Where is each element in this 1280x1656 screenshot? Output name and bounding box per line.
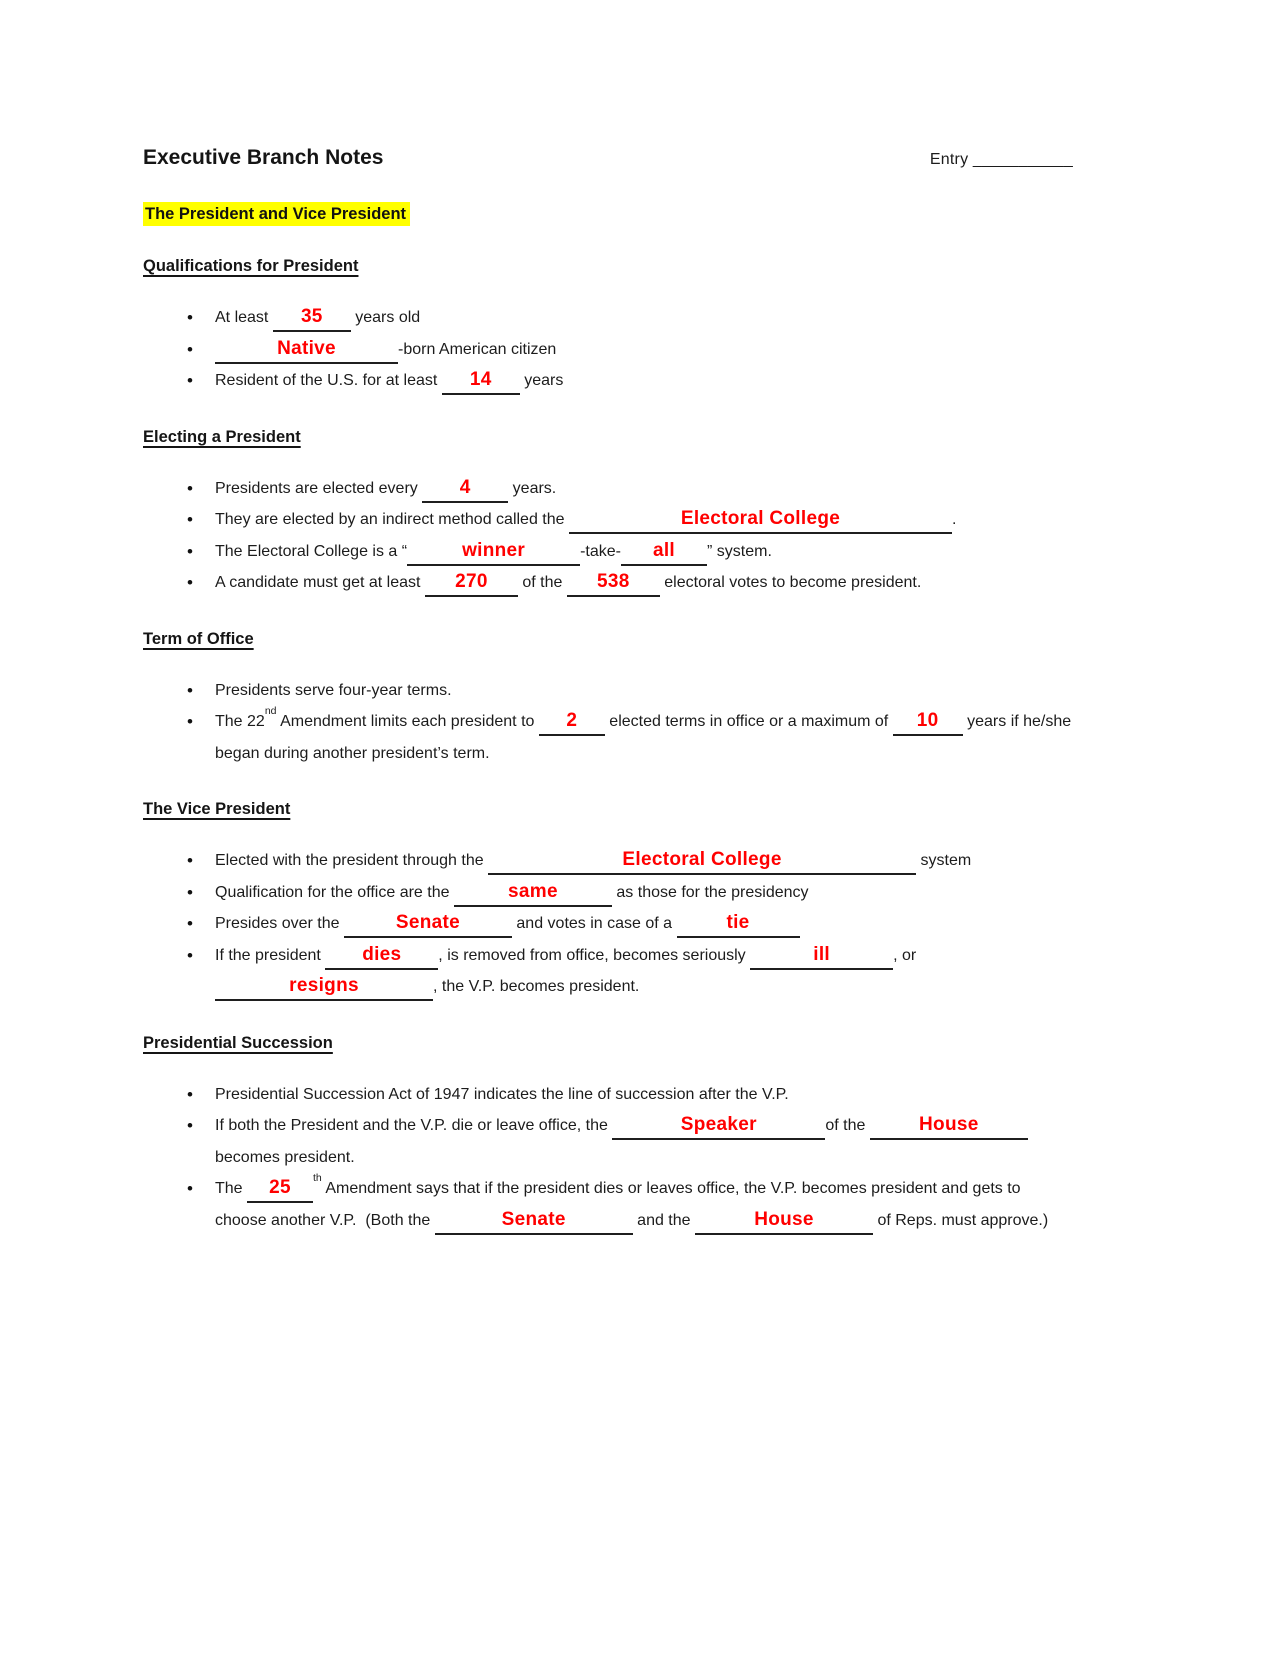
- bullet-item: • The 25 $^{th}$ Amendment says that if the president dies or leaves office, the V.P. becomes president and gets to choose another V.P. (Both the Senate and the House of Reps. must approve.): [143, 1173, 1073, 1236]
- bullet-item: • Qualification for the office are the same as those for the presidency: [143, 877, 1073, 909]
- answer-text: dies: [362, 943, 402, 965]
- answer-blank: [695, 1208, 873, 1235]
- bullet-item: • Presidential Succession Act of 1947 indicates the line of succession after the V.P.: [143, 1079, 1073, 1111]
- answer-text: Native: [277, 337, 336, 359]
- answer-text: 25: [269, 1177, 291, 1198]
- answer-blank: [407, 539, 580, 566]
- bullet-item: • Presides over the Senate and votes in case of a tie: [143, 908, 1073, 940]
- bullet-item: • At least 35 years old: [143, 302, 1073, 334]
- bullet-item: • They are elected by an indirect method called the Electoral College .: [143, 504, 1073, 536]
- answer-blank: [488, 848, 916, 875]
- answer-text: Electoral College: [622, 849, 782, 870]
- answer-blank: [612, 1113, 825, 1140]
- answer-blank: [215, 337, 398, 364]
- answer-blank: [567, 570, 660, 597]
- highlighted-subtitle: The President and Vice President: [143, 202, 410, 226]
- answer-blank: [750, 943, 893, 970]
- section-electing: [143, 426, 1073, 599]
- section-vice-president: [143, 798, 1073, 1003]
- answer-blank: [435, 1208, 633, 1235]
- answer-text: House: [919, 1114, 979, 1135]
- bullet-list: [143, 675, 1073, 770]
- document-content: [143, 145, 1073, 1236]
- bullet-item: • The Electoral College is a “ winner -take- all ” system.: [143, 536, 1073, 568]
- bullet-item: • Presidents serve four-year terms.: [143, 675, 1073, 707]
- answer-text: Senate: [395, 912, 460, 933]
- answer-text: House: [754, 1208, 814, 1230]
- answer-text: tie: [726, 912, 750, 933]
- section-presidential-succession: [143, 1032, 1073, 1237]
- answer-text: 538: [597, 571, 630, 592]
- answer-blank: [442, 368, 520, 395]
- answer-blank: [621, 539, 707, 566]
- answer-text: 14: [469, 369, 492, 390]
- answer-blank: [425, 570, 518, 597]
- section-heading: Presidential Succession: [143, 1033, 333, 1052]
- answer-text: 2: [566, 710, 578, 731]
- section-term-of-office: [143, 628, 1073, 770]
- answer-text: resigns: [289, 975, 359, 996]
- answer-text: all: [652, 539, 676, 561]
- answer-blank: [247, 1176, 313, 1203]
- section-heading: Term of Office: [143, 629, 254, 648]
- bullet-item: • If the president dies , is removed from office, becomes seriously ill , or resigns , the V.P. becomes president.: [143, 940, 1073, 1003]
- bullet-item: • If both the President and the V.P. die or leave office, the Speaker of the House becomes president.: [143, 1110, 1073, 1173]
- answer-text: winner: [462, 539, 526, 561]
- answer-blank: [422, 476, 508, 503]
- bullet-list: [143, 1079, 1073, 1237]
- answer-text: 10: [916, 710, 939, 731]
- page-title: Executive Branch Notes: [143, 146, 384, 169]
- bullet-list: [143, 845, 1073, 1003]
- section-heading: The Vice President: [143, 800, 291, 818]
- ordinal-superscript: nd: [264, 704, 277, 717]
- bullet-item: • A candidate must get at least 270 of the 538 electoral votes to become president.: [143, 567, 1073, 599]
- answer-blank: [215, 974, 433, 1001]
- answer-blank: [893, 709, 963, 736]
- entry-field-label: Entry ___________: [929, 151, 1073, 168]
- answer-text: Speaker: [680, 1114, 757, 1135]
- answer-blank: [325, 943, 438, 970]
- bullet-item: • Resident of the U.S. for at least 14 years: [143, 365, 1073, 397]
- answer-blank: [344, 911, 512, 938]
- bullet-item: • Elected with the president through the Electoral College system: [143, 845, 1073, 877]
- bullet-list: [143, 473, 1073, 599]
- answer-blank: [539, 709, 605, 736]
- answer-blank: [870, 1113, 1028, 1140]
- answer-blank: [273, 305, 351, 332]
- bullet-item: • Native -born American citizen: [143, 334, 1073, 366]
- section-qualifications: [143, 255, 1073, 397]
- bullet-list: [143, 302, 1073, 397]
- answer-text: ill: [813, 943, 830, 965]
- answer-text: 270: [455, 571, 488, 592]
- answer-text: Senate: [501, 1208, 566, 1230]
- section-heading: Qualifications for President: [143, 257, 359, 275]
- bullet-item: • The 22nd Amendment limits each president to 2 elected terms in office or a maximum of 10 years if he/she began during another president’s term.: [143, 706, 1073, 769]
- section-heading: Electing a President: [143, 427, 301, 446]
- answer-text: 35: [300, 306, 323, 327]
- answer-text: same: [508, 880, 558, 902]
- bullet-item: • Presidents are elected every 4 years.: [143, 473, 1073, 505]
- header-row: [143, 145, 1073, 171]
- answer-blank: [569, 507, 952, 534]
- answer-blank: [677, 911, 800, 938]
- answer-blank: [454, 880, 612, 907]
- ordinal-superscript: th: [313, 1171, 322, 1184]
- answer-text: 4: [459, 476, 471, 498]
- answer-text: Electoral College: [680, 508, 841, 529]
